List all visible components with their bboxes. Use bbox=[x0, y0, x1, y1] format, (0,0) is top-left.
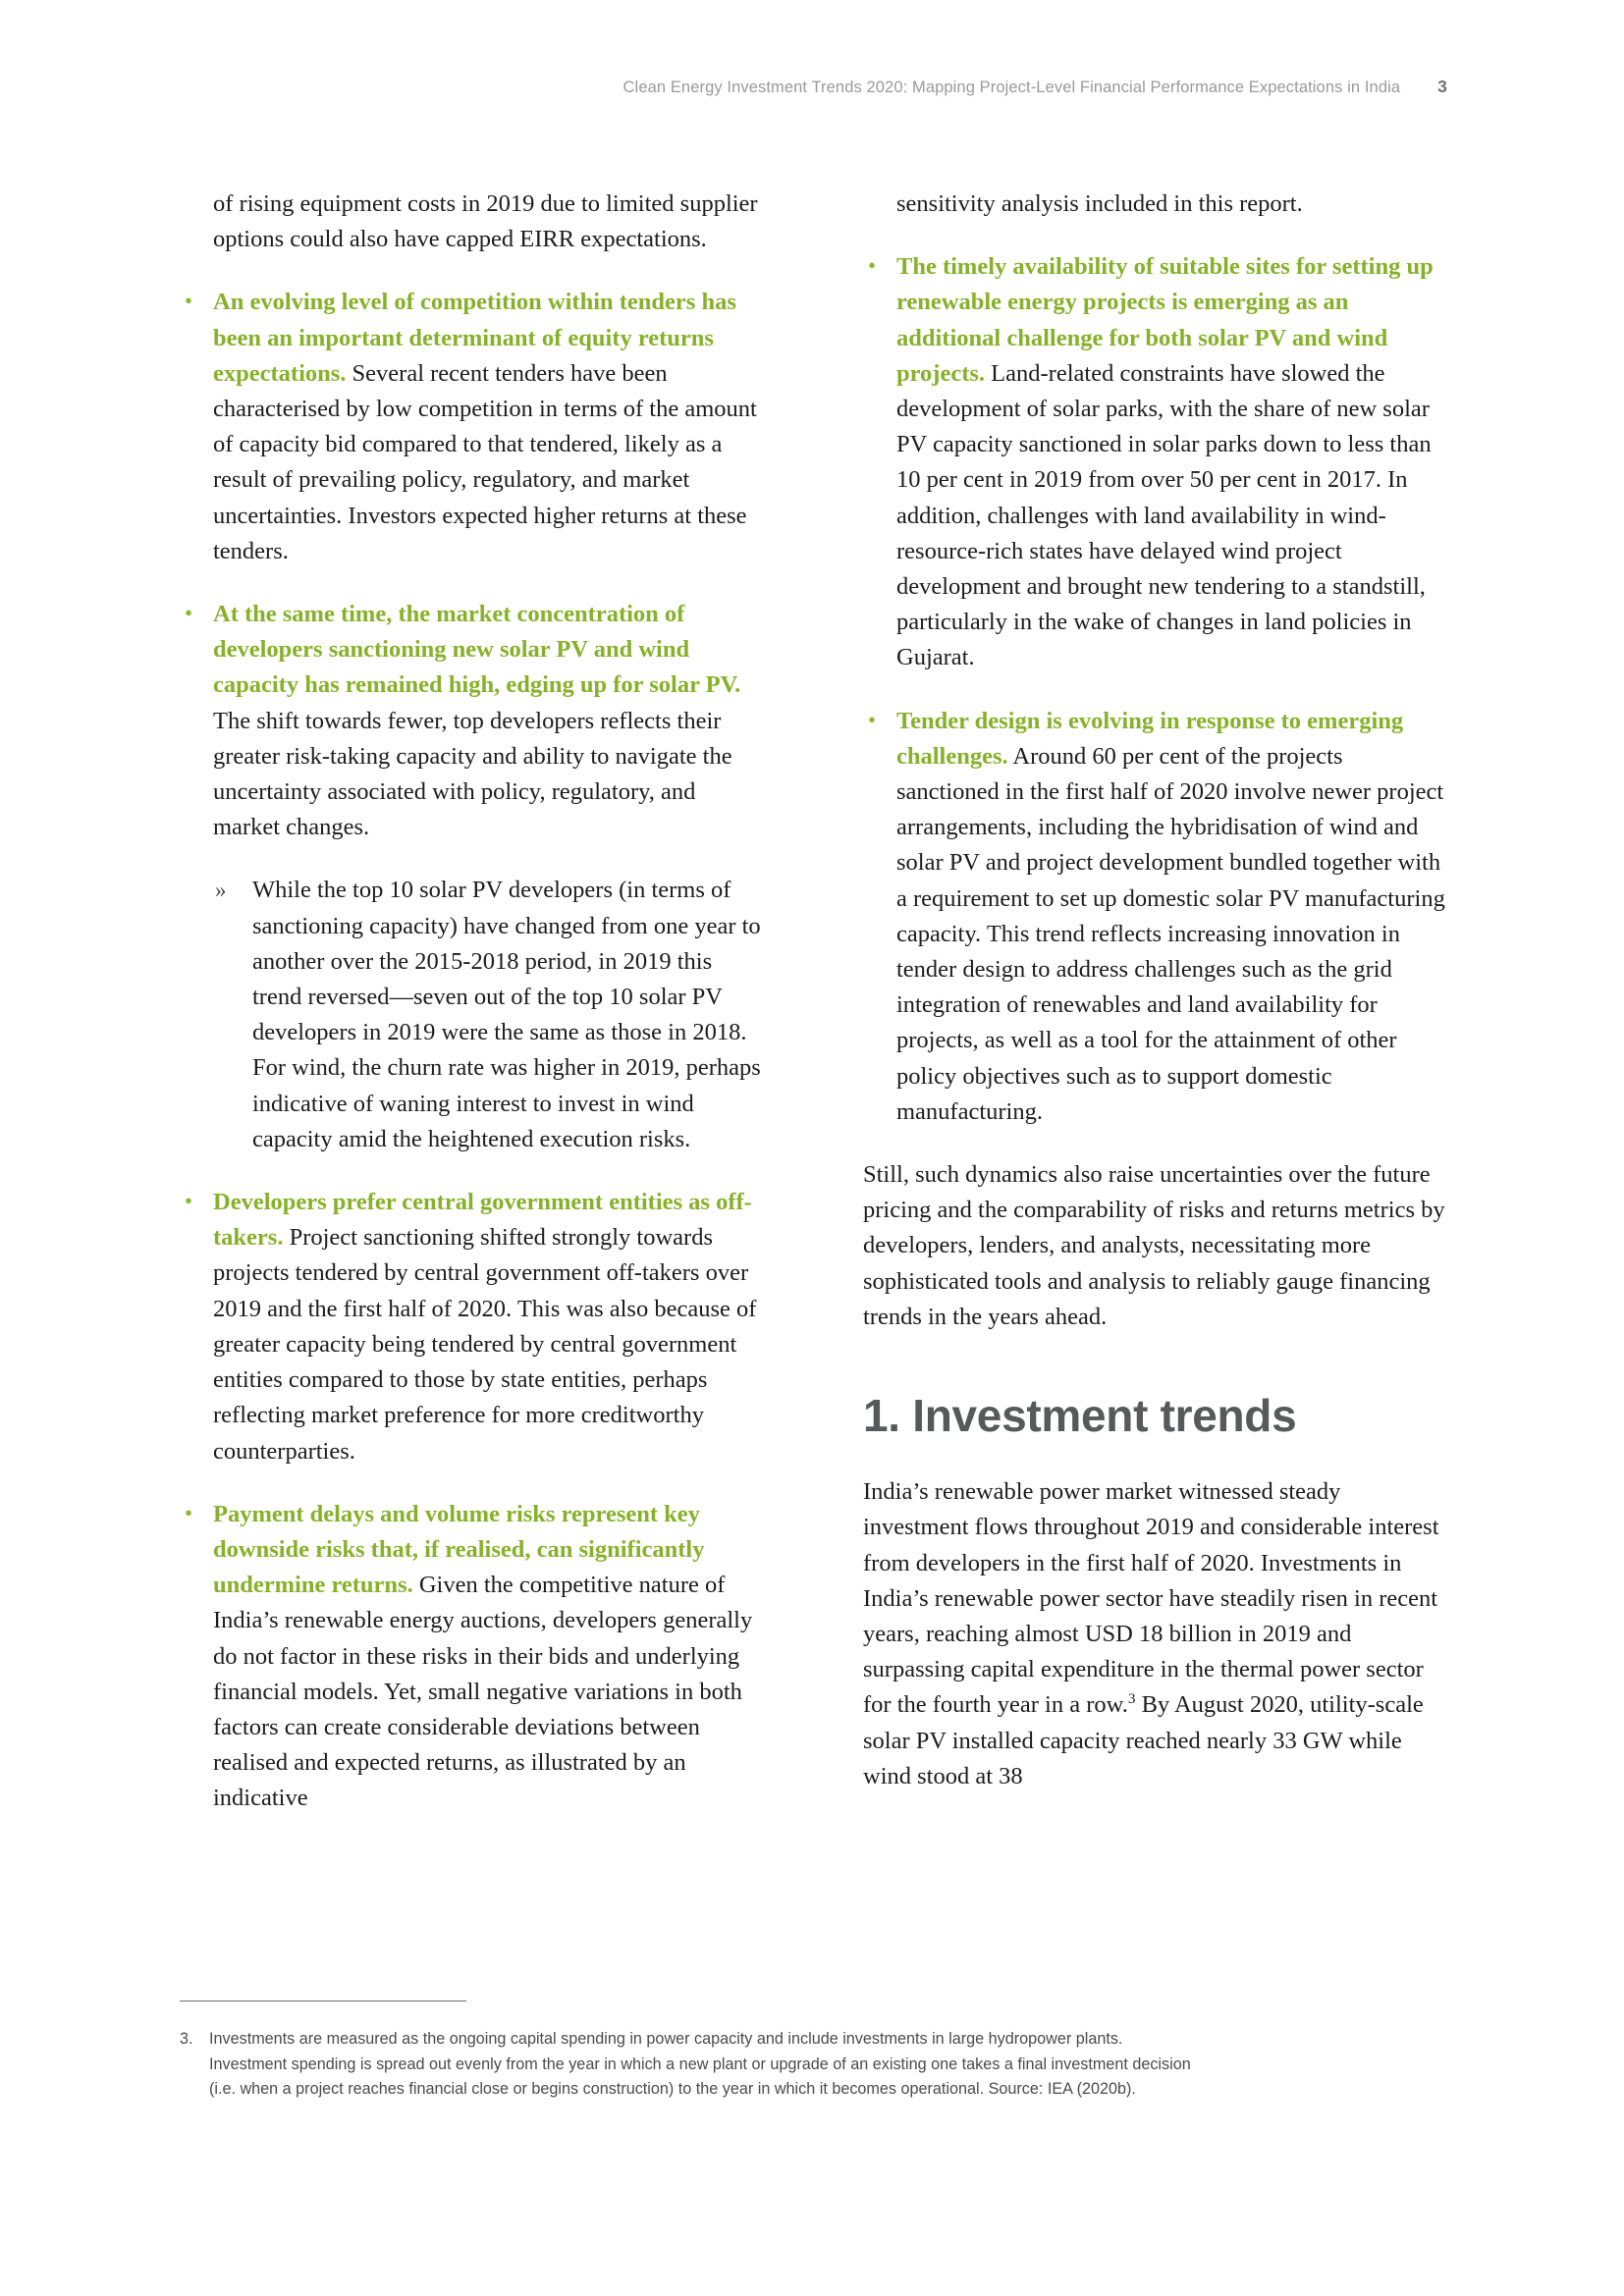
sub-bullet-body: While the top 10 solar PV developers (in terms of sanctioning capacity) have changed from one year to another over the 2015-2018 period, in 2019 this trend reversed—seven out of the top 10 solar PV developers in 2019 were the same as those in 2018. For wind, the churn rate was higher in 2019, perhaps indicative of waning interest to invest in wind capacity amid the heightened execution risks. bbox=[252, 877, 761, 1152]
bullet-lead: An evolving level of competition within tenders has been an important determinant of equity returns expectations. bbox=[213, 289, 736, 387]
bullet-body: Land-related constraints have slowed the development of solar parks, with the share of new solar PV capacity sanctioned in solar parks down to less than 10 per cent in 2019 from over 50 per cent in 2017. In addition, challenges with land availability in wind-resource-rich states have delayed wind project development and brought new tendering to a standstill, particularly in the wake of changes in land policies in Gujarat. bbox=[896, 359, 1432, 671]
bullet-body: The shift towards fewer, top developers reflects their greater risk-taking capacity and ability to navigate the uncertainty associated with policy, regulatory, and market changes. bbox=[213, 707, 732, 841]
bullet-body: Given the competitive nature of India’s renewable energy auctions, developers generally do not factor in these risks in their bids and underlying financial models. Yet, small negative variations in both factors can create considerable deviations between realised and expected returns, as illustrated by an indicative bbox=[213, 1572, 753, 1812]
running-header-title: Clean Energy Investment Trends 2020: Mapping Project-Level Financial Performance Expectations in India bbox=[623, 79, 1401, 96]
page-number: 3 bbox=[1437, 77, 1447, 96]
footnote-line-1: Investments are measured as the ongoing capital spending in power capacity and include investments in large hydropower plants. bbox=[209, 2030, 1123, 2048]
bullet-lead: Payment delays and volume risks represent key downside risks that, if realised, can significantly undermine returns. bbox=[213, 1500, 705, 1599]
right-column bbox=[863, 187, 1450, 1817]
footnote-number: 3. bbox=[180, 2030, 193, 2048]
footnote-reference[interactable]: 3 bbox=[1127, 1690, 1136, 1708]
bullet-body: Around 60 per cent of the projects sanctioned in the first half of 2020 involve newer project arrangements, including the hybridisation of wind and solar PV and project development bundled together with a requirement to set up domestic solar PV manufacturing capacity. This trend reflects increasing innovation in tender design to address challenges such as the grid integration of renewables and land availability for projects, as well as a tool for the attainment of other policy objectives such as to support domestic manufacturing. bbox=[896, 742, 1445, 1125]
bullet-lead: Tender design is evolving in response to emerging challenges. bbox=[896, 707, 1404, 770]
bullet-body: Several recent tenders have been characterised by low competition in terms of the amount of capacity bid compared to that tendered, likely as a result of prevailing policy, regulatory, and market uncertainties. Investors expected higher returns at these tenders. bbox=[213, 359, 757, 564]
investment-trends-paragraph bbox=[863, 1474, 1450, 1794]
bullet-lead: Developers prefer central government entities as off-takers. bbox=[213, 1189, 752, 1252]
footnote-area bbox=[180, 2001, 1456, 2103]
right-continued-paragraph: sensitivity analysis included in this report. bbox=[896, 190, 1303, 217]
bullet-body: Project sanctioning shifted strongly towards projects tendered by central government off-takers over 2019 and the first half of 2020. This was also because of greater capacity being tendered by central government entities compared to those by state entities, perhaps reflecting market preference for more creditworthy counterparties. bbox=[213, 1224, 757, 1465]
list-item bbox=[863, 704, 1450, 1130]
two-column-body bbox=[180, 187, 1451, 1817]
footnote-line-2: Investment spending is spread out evenly from the year in which a new plant or upgrade of an existing one takes a final investment decision bbox=[209, 2055, 1191, 2073]
right-bullet-list bbox=[863, 249, 1450, 1130]
bullet-lead: The timely availability of suitable sites for setting up renewable energy projects is emerging as an additional challenge for both solar PV and wind projects. bbox=[896, 253, 1434, 387]
bullet-lead: At the same time, the market concentration of developers sanctioning new solar PV and wind capacity has remained high, edging up for solar PV. bbox=[213, 601, 741, 699]
list-item bbox=[180, 1497, 767, 1817]
list-item bbox=[180, 285, 767, 569]
list-item bbox=[180, 1185, 767, 1469]
footnote-line-3: (i.e. when a project reaches financial close or begins construction) to the year in which it becomes operational. Source: IEA (2020b). bbox=[209, 2080, 1136, 2098]
investment-trends-text-part1: India’s renewable power market witnessed steady investment flows throughout 2019 and considerable interest from developers in the first half of 2020. Investments in India’s renewable power sector have steadily risen in recent years, reaching almost USD 18 billion in 2019 and surpassing capital expenditure in the thermal power sector for the fourth year in a row. bbox=[863, 1478, 1439, 1719]
page-title: 1. Investment trends bbox=[863, 1390, 1297, 1442]
left-continued-paragraph: of rising equipment costs in 2019 due to limited supplier options could also have capped EIRR expectations. bbox=[213, 190, 758, 253]
running-header bbox=[0, 77, 1624, 97]
right-closing-paragraph: Still, such dynamics also raise uncertainties over the future pricing and the comparability of risks and returns metrics by developers, lenders, and analysts, necessitating more sophisticated tools and analysis to reliably gauge financing trends in the years ahead. bbox=[863, 1161, 1445, 1330]
left-bullet-list bbox=[180, 285, 767, 1816]
left-column bbox=[180, 187, 767, 1817]
list-item bbox=[863, 249, 1450, 675]
list-item bbox=[180, 597, 767, 845]
footnote-text bbox=[209, 2027, 1456, 2103]
footnote-divider bbox=[180, 2001, 466, 2002]
footnote-3 bbox=[180, 2027, 1456, 2103]
investment-trends-text-part2: By August 2020, utility-scale solar PV installed capacity reached nearly 33 GW while wind stood at 38 bbox=[863, 1691, 1424, 1789]
sub-list-item bbox=[213, 873, 767, 1157]
